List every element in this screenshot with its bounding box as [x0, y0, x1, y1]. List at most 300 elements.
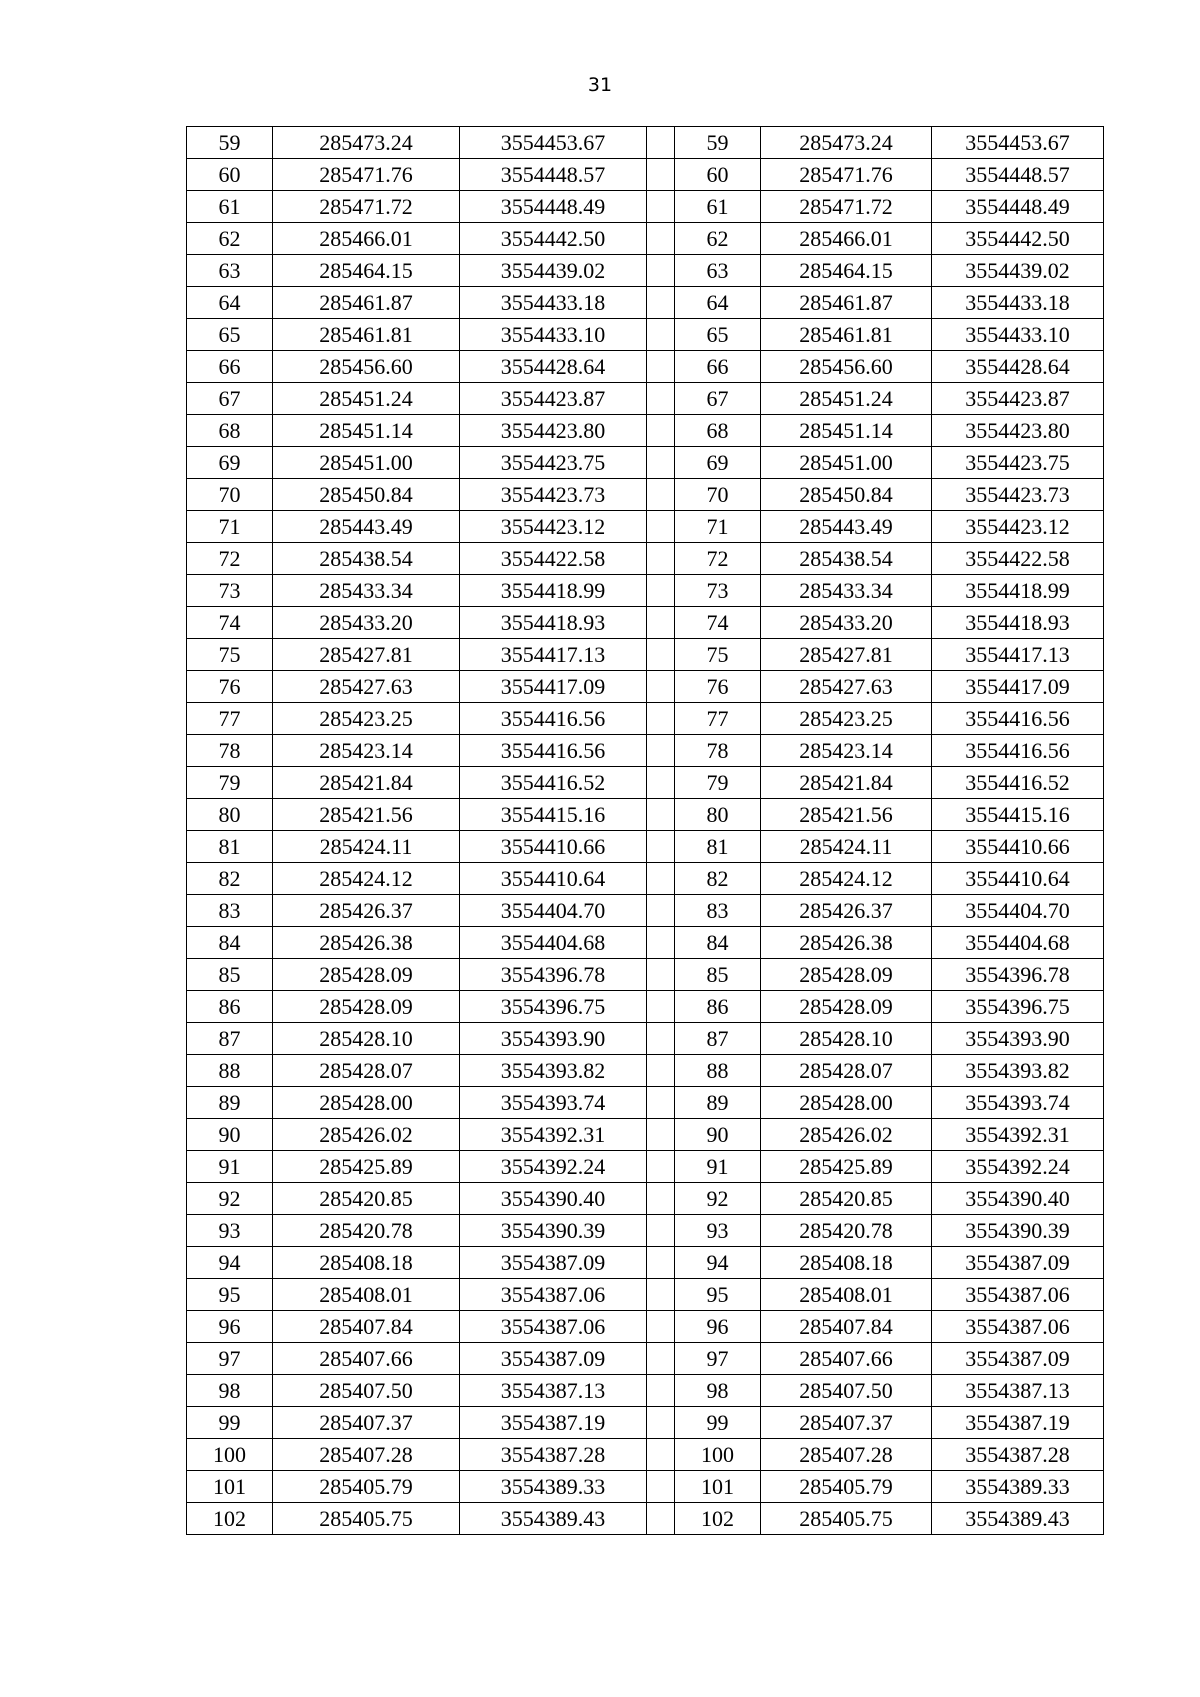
y-coordinate-cell: 3554390.40 — [460, 1183, 647, 1215]
y-coordinate-cell-right: 3554396.78 — [932, 959, 1104, 991]
y-coordinate-cell: 3554393.90 — [460, 1023, 647, 1055]
x-coordinate-cell: 285473.24 — [273, 127, 460, 159]
y-coordinate-cell-right: 3554404.68 — [932, 927, 1104, 959]
x-coordinate-cell: 285420.85 — [273, 1183, 460, 1215]
y-coordinate-cell: 3554416.56 — [460, 703, 647, 735]
separator-cell — [647, 735, 675, 767]
x-coordinate-cell-right: 285428.09 — [761, 991, 932, 1023]
y-coordinate-cell-right: 3554448.57 — [932, 159, 1104, 191]
point-number-cell: 59 — [187, 127, 273, 159]
point-number-cell: 61 — [187, 191, 273, 223]
y-coordinate-cell-right: 3554389.33 — [932, 1471, 1104, 1503]
x-coordinate-cell: 285471.72 — [273, 191, 460, 223]
y-coordinate-cell-right: 3554418.99 — [932, 575, 1104, 607]
y-coordinate-cell: 3554442.50 — [460, 223, 647, 255]
y-coordinate-cell-right: 3554417.13 — [932, 639, 1104, 671]
table-row — [187, 1055, 1104, 1087]
point-number-cell-right: 93 — [675, 1215, 761, 1247]
point-number-cell-right: 65 — [675, 319, 761, 351]
y-coordinate-cell: 3554423.12 — [460, 511, 647, 543]
separator-cell — [647, 127, 675, 159]
y-coordinate-cell: 3554387.13 — [460, 1375, 647, 1407]
separator-cell — [647, 959, 675, 991]
x-coordinate-cell-right: 285451.24 — [761, 383, 932, 415]
separator-cell — [647, 1087, 675, 1119]
y-coordinate-cell: 3554422.58 — [460, 543, 647, 575]
y-coordinate-cell: 3554416.52 — [460, 767, 647, 799]
y-coordinate-cell-right: 3554387.09 — [932, 1247, 1104, 1279]
table-row — [187, 927, 1104, 959]
y-coordinate-cell: 3554423.87 — [460, 383, 647, 415]
point-number-cell: 102 — [187, 1503, 273, 1535]
point-number-cell: 80 — [187, 799, 273, 831]
table-row — [187, 1407, 1104, 1439]
x-coordinate-cell-right: 285466.01 — [761, 223, 932, 255]
y-coordinate-cell-right: 3554423.80 — [932, 415, 1104, 447]
x-coordinate-cell: 285426.37 — [273, 895, 460, 927]
point-number-cell-right: 100 — [675, 1439, 761, 1471]
point-number-cell-right: 85 — [675, 959, 761, 991]
y-coordinate-cell: 3554387.09 — [460, 1247, 647, 1279]
x-coordinate-cell: 285461.87 — [273, 287, 460, 319]
separator-cell — [647, 1407, 675, 1439]
y-coordinate-cell: 3554396.78 — [460, 959, 647, 991]
x-coordinate-cell: 285405.75 — [273, 1503, 460, 1535]
point-number-cell-right: 96 — [675, 1311, 761, 1343]
point-number-cell-right: 94 — [675, 1247, 761, 1279]
y-coordinate-cell-right: 3554387.06 — [932, 1279, 1104, 1311]
x-coordinate-cell-right: 285451.14 — [761, 415, 932, 447]
y-coordinate-cell-right: 3554448.49 — [932, 191, 1104, 223]
table-row — [187, 1247, 1104, 1279]
point-number-cell: 91 — [187, 1151, 273, 1183]
table-row — [187, 223, 1104, 255]
x-coordinate-cell-right: 285427.81 — [761, 639, 932, 671]
point-number-cell-right: 74 — [675, 607, 761, 639]
separator-cell — [647, 223, 675, 255]
point-number-cell: 99 — [187, 1407, 273, 1439]
point-number-cell: 64 — [187, 287, 273, 319]
y-coordinate-cell: 3554433.10 — [460, 319, 647, 351]
x-coordinate-cell: 285433.34 — [273, 575, 460, 607]
point-number-cell-right: 98 — [675, 1375, 761, 1407]
x-coordinate-cell: 285407.50 — [273, 1375, 460, 1407]
table-row — [187, 351, 1104, 383]
y-coordinate-cell: 3554453.67 — [460, 127, 647, 159]
separator-cell — [647, 607, 675, 639]
table-row — [187, 255, 1104, 287]
point-number-cell-right: 72 — [675, 543, 761, 575]
y-coordinate-cell-right: 3554416.56 — [932, 703, 1104, 735]
table-row — [187, 735, 1104, 767]
y-coordinate-cell: 3554418.99 — [460, 575, 647, 607]
table-row — [187, 607, 1104, 639]
x-coordinate-cell: 285405.79 — [273, 1471, 460, 1503]
point-number-cell-right: 84 — [675, 927, 761, 959]
y-coordinate-cell-right: 3554423.75 — [932, 447, 1104, 479]
x-coordinate-cell: 285423.14 — [273, 735, 460, 767]
separator-cell — [647, 159, 675, 191]
separator-cell — [647, 767, 675, 799]
x-coordinate-cell: 285427.63 — [273, 671, 460, 703]
point-number-cell-right: 59 — [675, 127, 761, 159]
separator-cell — [647, 671, 675, 703]
x-coordinate-cell: 285466.01 — [273, 223, 460, 255]
x-coordinate-cell: 285451.00 — [273, 447, 460, 479]
separator-cell — [647, 799, 675, 831]
table-row — [187, 1215, 1104, 1247]
y-coordinate-cell: 3554390.39 — [460, 1215, 647, 1247]
x-coordinate-cell: 285407.37 — [273, 1407, 460, 1439]
table-row — [187, 991, 1104, 1023]
point-number-cell-right: 97 — [675, 1343, 761, 1375]
y-coordinate-cell-right: 3554410.64 — [932, 863, 1104, 895]
y-coordinate-cell: 3554448.49 — [460, 191, 647, 223]
table-row — [187, 575, 1104, 607]
y-coordinate-cell-right: 3554387.06 — [932, 1311, 1104, 1343]
y-coordinate-cell-right: 3554390.40 — [932, 1183, 1104, 1215]
point-number-cell-right: 87 — [675, 1023, 761, 1055]
x-coordinate-cell-right: 285464.15 — [761, 255, 932, 287]
y-coordinate-cell: 3554404.68 — [460, 927, 647, 959]
y-coordinate-cell-right: 3554390.39 — [932, 1215, 1104, 1247]
x-coordinate-cell: 285408.01 — [273, 1279, 460, 1311]
table-row — [187, 831, 1104, 863]
point-number-cell: 68 — [187, 415, 273, 447]
y-coordinate-cell-right: 3554393.74 — [932, 1087, 1104, 1119]
point-number-cell: 87 — [187, 1023, 273, 1055]
x-coordinate-cell: 285428.07 — [273, 1055, 460, 1087]
x-coordinate-cell-right: 285405.79 — [761, 1471, 932, 1503]
table-row — [187, 1439, 1104, 1471]
table-row — [187, 1343, 1104, 1375]
coordinates-table-body — [187, 127, 1104, 1535]
x-coordinate-cell-right: 285426.37 — [761, 895, 932, 927]
separator-cell — [647, 1023, 675, 1055]
y-coordinate-cell-right: 3554393.82 — [932, 1055, 1104, 1087]
point-number-cell: 69 — [187, 447, 273, 479]
x-coordinate-cell-right: 285433.20 — [761, 607, 932, 639]
point-number-cell: 62 — [187, 223, 273, 255]
y-coordinate-cell: 3554387.28 — [460, 1439, 647, 1471]
point-number-cell: 71 — [187, 511, 273, 543]
y-coordinate-cell: 3554439.02 — [460, 255, 647, 287]
y-coordinate-cell-right: 3554433.10 — [932, 319, 1104, 351]
table-row — [187, 159, 1104, 191]
table-row — [187, 639, 1104, 671]
y-coordinate-cell: 3554389.33 — [460, 1471, 647, 1503]
point-number-cell: 83 — [187, 895, 273, 927]
point-number-cell: 74 — [187, 607, 273, 639]
y-coordinate-cell: 3554415.16 — [460, 799, 647, 831]
y-coordinate-cell-right: 3554423.73 — [932, 479, 1104, 511]
x-coordinate-cell-right: 285450.84 — [761, 479, 932, 511]
x-coordinate-cell-right: 285461.81 — [761, 319, 932, 351]
table-row — [187, 383, 1104, 415]
table-row — [187, 191, 1104, 223]
point-number-cell: 76 — [187, 671, 273, 703]
separator-cell — [647, 703, 675, 735]
x-coordinate-cell: 285438.54 — [273, 543, 460, 575]
point-number-cell: 94 — [187, 1247, 273, 1279]
y-coordinate-cell: 3554387.09 — [460, 1343, 647, 1375]
x-coordinate-cell-right: 285426.02 — [761, 1119, 932, 1151]
point-number-cell: 75 — [187, 639, 273, 671]
point-number-cell: 60 — [187, 159, 273, 191]
y-coordinate-cell-right: 3554416.56 — [932, 735, 1104, 767]
point-number-cell-right: 86 — [675, 991, 761, 1023]
y-coordinate-cell-right: 3554396.75 — [932, 991, 1104, 1023]
point-number-cell: 81 — [187, 831, 273, 863]
point-number-cell: 77 — [187, 703, 273, 735]
point-number-cell-right: 73 — [675, 575, 761, 607]
point-number-cell: 79 — [187, 767, 273, 799]
separator-cell — [647, 927, 675, 959]
x-coordinate-cell: 285456.60 — [273, 351, 460, 383]
point-number-cell: 98 — [187, 1375, 273, 1407]
point-number-cell-right: 81 — [675, 831, 761, 863]
table-row — [187, 287, 1104, 319]
point-number-cell: 73 — [187, 575, 273, 607]
x-coordinate-cell: 285433.20 — [273, 607, 460, 639]
y-coordinate-cell-right: 3554387.19 — [932, 1407, 1104, 1439]
x-coordinate-cell: 285424.11 — [273, 831, 460, 863]
y-coordinate-cell: 3554417.09 — [460, 671, 647, 703]
x-coordinate-cell-right: 285456.60 — [761, 351, 932, 383]
x-coordinate-cell-right: 285428.10 — [761, 1023, 932, 1055]
x-coordinate-cell-right: 285451.00 — [761, 447, 932, 479]
point-number-cell: 100 — [187, 1439, 273, 1471]
table-row — [187, 1023, 1104, 1055]
point-number-cell: 97 — [187, 1343, 273, 1375]
table-row — [187, 447, 1104, 479]
x-coordinate-cell-right: 285438.54 — [761, 543, 932, 575]
point-number-cell: 82 — [187, 863, 273, 895]
x-coordinate-cell: 285428.10 — [273, 1023, 460, 1055]
table-row — [187, 1503, 1104, 1535]
table-row — [187, 1151, 1104, 1183]
point-number-cell-right: 95 — [675, 1279, 761, 1311]
x-coordinate-cell: 285428.00 — [273, 1087, 460, 1119]
x-coordinate-cell: 285428.09 — [273, 991, 460, 1023]
point-number-cell-right: 62 — [675, 223, 761, 255]
table-row — [187, 511, 1104, 543]
y-coordinate-cell: 3554423.80 — [460, 415, 647, 447]
y-coordinate-cell-right: 3554417.09 — [932, 671, 1104, 703]
x-coordinate-cell: 285450.84 — [273, 479, 460, 511]
point-number-cell-right: 68 — [675, 415, 761, 447]
y-coordinate-cell-right: 3554433.18 — [932, 287, 1104, 319]
point-number-cell: 72 — [187, 543, 273, 575]
y-coordinate-cell: 3554423.73 — [460, 479, 647, 511]
y-coordinate-cell: 3554428.64 — [460, 351, 647, 383]
table-row — [187, 1119, 1104, 1151]
point-number-cell: 66 — [187, 351, 273, 383]
separator-cell — [647, 639, 675, 671]
table-row — [187, 1375, 1104, 1407]
table-row — [187, 415, 1104, 447]
point-number-cell: 86 — [187, 991, 273, 1023]
point-number-cell: 88 — [187, 1055, 273, 1087]
table-row — [187, 479, 1104, 511]
y-coordinate-cell: 3554393.82 — [460, 1055, 647, 1087]
table-row — [187, 799, 1104, 831]
separator-cell — [647, 1055, 675, 1087]
point-number-cell: 96 — [187, 1311, 273, 1343]
separator-cell — [647, 319, 675, 351]
x-coordinate-cell-right: 285407.84 — [761, 1311, 932, 1343]
point-number-cell-right: 92 — [675, 1183, 761, 1215]
y-coordinate-cell: 3554393.74 — [460, 1087, 647, 1119]
y-coordinate-cell-right: 3554392.31 — [932, 1119, 1104, 1151]
y-coordinate-cell-right: 3554392.24 — [932, 1151, 1104, 1183]
y-coordinate-cell-right: 3554387.09 — [932, 1343, 1104, 1375]
x-coordinate-cell-right: 285443.49 — [761, 511, 932, 543]
point-number-cell-right: 67 — [675, 383, 761, 415]
point-number-cell: 89 — [187, 1087, 273, 1119]
y-coordinate-cell: 3554410.66 — [460, 831, 647, 863]
x-coordinate-cell: 285426.02 — [273, 1119, 460, 1151]
point-number-cell-right: 77 — [675, 703, 761, 735]
x-coordinate-cell: 285423.25 — [273, 703, 460, 735]
x-coordinate-cell: 285407.84 — [273, 1311, 460, 1343]
x-coordinate-cell: 285443.49 — [273, 511, 460, 543]
separator-cell — [647, 1503, 675, 1535]
table-row — [187, 1471, 1104, 1503]
point-number-cell-right: 60 — [675, 159, 761, 191]
x-coordinate-cell-right: 285471.76 — [761, 159, 932, 191]
y-coordinate-cell: 3554433.18 — [460, 287, 647, 319]
x-coordinate-cell-right: 285473.24 — [761, 127, 932, 159]
y-coordinate-cell-right: 3554410.66 — [932, 831, 1104, 863]
x-coordinate-cell-right: 285420.85 — [761, 1183, 932, 1215]
separator-cell — [647, 351, 675, 383]
point-number-cell-right: 66 — [675, 351, 761, 383]
separator-cell — [647, 1279, 675, 1311]
point-number-cell: 65 — [187, 319, 273, 351]
separator-cell — [647, 991, 675, 1023]
table-row — [187, 1311, 1104, 1343]
table-row — [187, 319, 1104, 351]
x-coordinate-cell: 285425.89 — [273, 1151, 460, 1183]
y-coordinate-cell: 3554448.57 — [460, 159, 647, 191]
x-coordinate-cell-right: 285408.01 — [761, 1279, 932, 1311]
point-number-cell: 101 — [187, 1471, 273, 1503]
separator-cell — [647, 1311, 675, 1343]
y-coordinate-cell-right: 3554404.70 — [932, 895, 1104, 927]
point-number-cell-right: 71 — [675, 511, 761, 543]
point-number-cell: 85 — [187, 959, 273, 991]
y-coordinate-cell: 3554404.70 — [460, 895, 647, 927]
separator-cell — [647, 831, 675, 863]
x-coordinate-cell-right: 285471.72 — [761, 191, 932, 223]
coordinates-table — [186, 126, 1104, 1535]
x-coordinate-cell: 285471.76 — [273, 159, 460, 191]
point-number-cell: 93 — [187, 1215, 273, 1247]
point-number-cell-right: 80 — [675, 799, 761, 831]
separator-cell — [647, 1119, 675, 1151]
point-number-cell-right: 99 — [675, 1407, 761, 1439]
separator-cell — [647, 575, 675, 607]
y-coordinate-cell: 3554387.06 — [460, 1279, 647, 1311]
page-number: 31 — [587, 74, 613, 96]
y-coordinate-cell-right: 3554389.43 — [932, 1503, 1104, 1535]
x-coordinate-cell: 285420.78 — [273, 1215, 460, 1247]
x-coordinate-cell: 285407.66 — [273, 1343, 460, 1375]
x-coordinate-cell: 285421.84 — [273, 767, 460, 799]
x-coordinate-cell: 285424.12 — [273, 863, 460, 895]
x-coordinate-cell: 285408.18 — [273, 1247, 460, 1279]
point-number-cell-right: 75 — [675, 639, 761, 671]
point-number-cell-right: 82 — [675, 863, 761, 895]
separator-cell — [647, 383, 675, 415]
x-coordinate-cell-right: 285428.00 — [761, 1087, 932, 1119]
table-row — [187, 543, 1104, 575]
y-coordinate-cell: 3554387.06 — [460, 1311, 647, 1343]
separator-cell — [647, 1343, 675, 1375]
x-coordinate-cell: 285464.15 — [273, 255, 460, 287]
separator-cell — [647, 415, 675, 447]
separator-cell — [647, 479, 675, 511]
separator-cell — [647, 191, 675, 223]
x-coordinate-cell-right: 285405.75 — [761, 1503, 932, 1535]
x-coordinate-cell: 285451.24 — [273, 383, 460, 415]
x-coordinate-cell-right: 285423.25 — [761, 703, 932, 735]
y-coordinate-cell-right: 3554415.16 — [932, 799, 1104, 831]
x-coordinate-cell-right: 285407.37 — [761, 1407, 932, 1439]
point-number-cell-right: 64 — [675, 287, 761, 319]
x-coordinate-cell-right: 285407.66 — [761, 1343, 932, 1375]
x-coordinate-cell-right: 285424.12 — [761, 863, 932, 895]
table-row — [187, 671, 1104, 703]
y-coordinate-cell-right: 3554387.13 — [932, 1375, 1104, 1407]
y-coordinate-cell: 3554392.31 — [460, 1119, 647, 1151]
y-coordinate-cell: 3554418.93 — [460, 607, 647, 639]
y-coordinate-cell: 3554392.24 — [460, 1151, 647, 1183]
point-number-cell-right: 70 — [675, 479, 761, 511]
table-row — [187, 1183, 1104, 1215]
table-row — [187, 1279, 1104, 1311]
y-coordinate-cell-right: 3554453.67 — [932, 127, 1104, 159]
point-number-cell: 84 — [187, 927, 273, 959]
separator-cell — [647, 255, 675, 287]
point-number-cell-right: 78 — [675, 735, 761, 767]
x-coordinate-cell: 285426.38 — [273, 927, 460, 959]
y-coordinate-cell: 3554389.43 — [460, 1503, 647, 1535]
x-coordinate-cell: 285407.28 — [273, 1439, 460, 1471]
x-coordinate-cell-right: 285428.07 — [761, 1055, 932, 1087]
separator-cell — [647, 863, 675, 895]
x-coordinate-cell-right: 285426.38 — [761, 927, 932, 959]
y-coordinate-cell-right: 3554428.64 — [932, 351, 1104, 383]
point-number-cell-right: 89 — [675, 1087, 761, 1119]
x-coordinate-cell-right: 285428.09 — [761, 959, 932, 991]
y-coordinate-cell-right: 3554418.93 — [932, 607, 1104, 639]
x-coordinate-cell: 285421.56 — [273, 799, 460, 831]
point-number-cell-right: 76 — [675, 671, 761, 703]
y-coordinate-cell: 3554416.56 — [460, 735, 647, 767]
y-coordinate-cell-right: 3554422.58 — [932, 543, 1104, 575]
separator-cell — [647, 1471, 675, 1503]
separator-cell — [647, 895, 675, 927]
separator-cell — [647, 1247, 675, 1279]
x-coordinate-cell-right: 285421.56 — [761, 799, 932, 831]
y-coordinate-cell-right: 3554387.28 — [932, 1439, 1104, 1471]
y-coordinate-cell: 3554396.75 — [460, 991, 647, 1023]
point-number-cell: 70 — [187, 479, 273, 511]
separator-cell — [647, 1183, 675, 1215]
x-coordinate-cell: 285428.09 — [273, 959, 460, 991]
